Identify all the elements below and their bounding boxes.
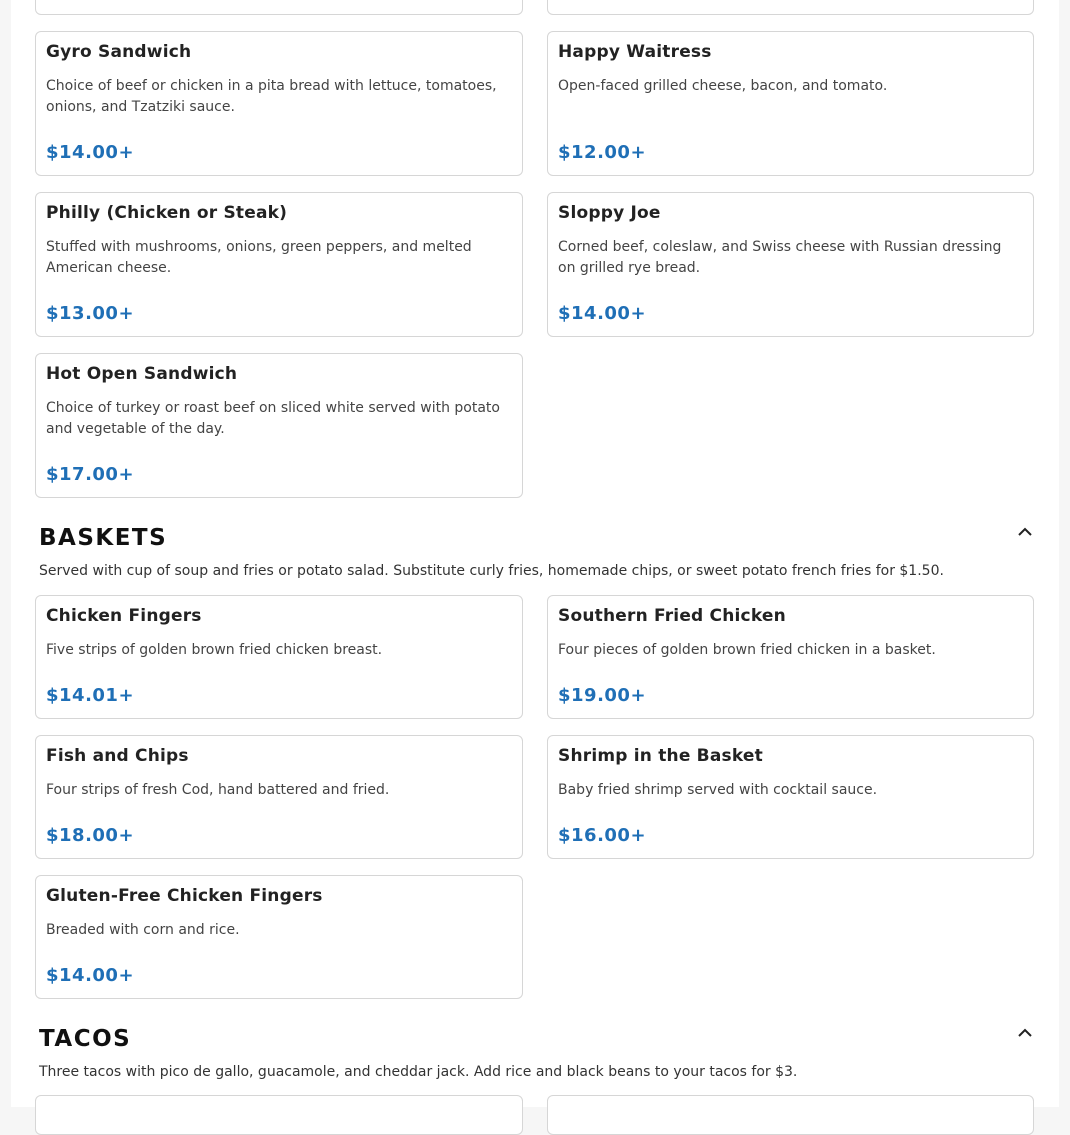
menu-item-card[interactable]: [35, 735, 523, 859]
item-description: Corned beef, coleslaw, and Swiss cheese with Russian dressing on grilled rye bread.: [558, 239, 1002, 276]
section-description-baskets: Served with cup of soup and fries or potato salad. Substitute curly fries, homemade chips, or sweet potato french fries for $1.50.: [39, 563, 944, 579]
menu-item-card[interactable]: [547, 595, 1034, 719]
item-name: Southern Fried Chicken: [558, 606, 786, 626]
item-price: $17.00+: [46, 464, 135, 485]
item-name: Gluten-Free Chicken Fingers: [46, 886, 323, 906]
item-price: $14.00+: [46, 142, 135, 163]
item-description: Choice of turkey or roast beef on sliced white served with potato and vegetable of the day.: [46, 400, 500, 437]
menu-item-card[interactable]: [547, 1095, 1034, 1135]
menu-item-card[interactable]: [35, 595, 523, 719]
item-price: $12.00+: [558, 142, 647, 163]
section-description-tacos: Three tacos with pico de gallo, guacamole, and cheddar jack. Add rice and black beans to your tacos for $3.: [39, 1064, 798, 1080]
item-name: Chicken Fingers: [46, 606, 202, 626]
item-price: $19.00+: [558, 685, 647, 706]
item-description: Five strips of golden brown fried chicken breast.: [46, 642, 383, 658]
item-price: $14.00+: [46, 965, 135, 986]
section-title-baskets: BASKETS: [39, 525, 168, 551]
menu-item-card[interactable]: [35, 192, 523, 337]
menu-page: [11, 0, 1059, 1107]
menu-item-card[interactable]: [35, 353, 523, 498]
item-description: Baby fried shrimp served with cocktail sauce.: [558, 782, 878, 798]
item-description: Stuffed with mushrooms, onions, green peppers, and melted American cheese.: [46, 239, 472, 276]
item-description: Open-faced grilled cheese, bacon, and tomato.: [558, 78, 888, 94]
menu-item-card[interactable]: [547, 735, 1034, 859]
item-name: Fish and Chips: [46, 746, 189, 766]
item-name: Hot Open Sandwich: [46, 364, 238, 384]
chevron-up-icon[interactable]: [1016, 1023, 1034, 1041]
menu-item-card[interactable]: [35, 0, 523, 15]
item-name: Happy Waitress: [558, 42, 712, 62]
menu-item-card[interactable]: [35, 1095, 523, 1135]
section-title-tacos: TACOS: [39, 1026, 132, 1052]
menu-item-card[interactable]: [547, 31, 1034, 176]
menu-item-card[interactable]: [547, 0, 1034, 15]
item-price: $16.00+: [558, 825, 647, 846]
item-price: $13.00+: [46, 303, 135, 324]
item-description: Choice of beef or chicken in a pita bread with lettuce, tomatoes, onions, and Tzatziki sauce.: [46, 78, 497, 115]
item-price: $14.01+: [46, 685, 135, 706]
item-name: Sloppy Joe: [558, 203, 661, 223]
item-name: Shrimp in the Basket: [558, 746, 763, 766]
item-description: Four pieces of golden brown fried chicken in a basket.: [558, 642, 936, 658]
item-description: Breaded with corn and rice.: [46, 922, 240, 938]
item-description: Four strips of fresh Cod, hand battered and fried.: [46, 782, 390, 798]
item-price: $14.00+: [558, 303, 647, 324]
menu-item-card[interactable]: [35, 875, 523, 999]
item-name: Gyro Sandwich: [46, 42, 192, 62]
menu-item-card[interactable]: [35, 31, 523, 176]
menu-item-card[interactable]: [547, 192, 1034, 337]
item-price: $18.00+: [46, 825, 135, 846]
item-name: Philly (Chicken or Steak): [46, 203, 288, 223]
chevron-up-icon[interactable]: [1016, 522, 1034, 540]
